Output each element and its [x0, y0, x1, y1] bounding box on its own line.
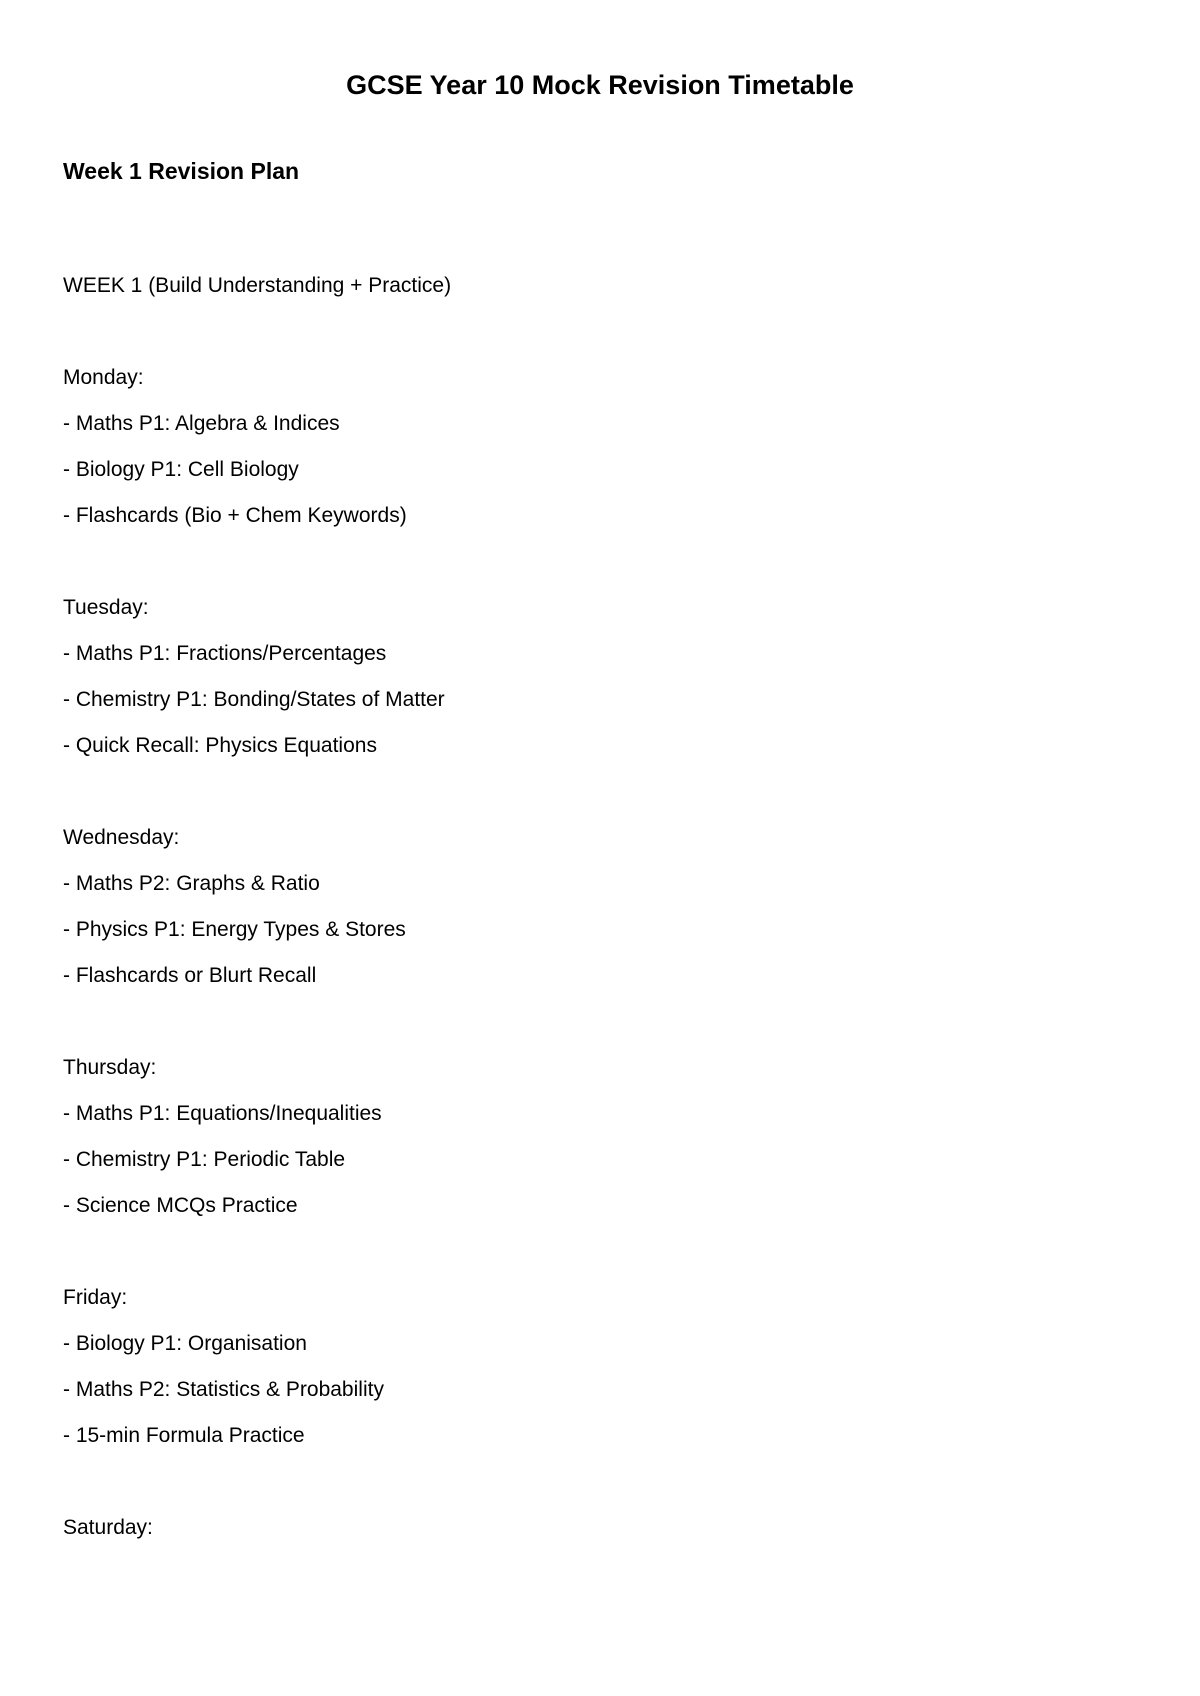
day-title: Saturday: [63, 1516, 153, 1539]
task-item: - Flashcards (Bio + Chem Keywords) [63, 504, 407, 527]
day-title: Monday: [63, 366, 144, 389]
day-title: Thursday: [63, 1056, 157, 1079]
task-item: - Maths P1: Equations/Inequalities [63, 1102, 382, 1125]
task-item: - Physics P1: Energy Types & Stores [63, 918, 406, 941]
task-item: - Maths P1: Fractions/Percentages [63, 642, 387, 665]
task-item: - Maths P2: Graphs & Ratio [63, 872, 320, 895]
task-item: - Science MCQs Practice [63, 1194, 298, 1217]
week-label: WEEK 1 (Build Understanding + Practice) [63, 274, 452, 297]
task-item: - Quick Recall: Physics Equations [63, 734, 377, 757]
day-block-tuesday [63, 594, 445, 778]
day-title: Wednesday: [63, 826, 180, 849]
task-item: - Chemistry P1: Bonding/States of Matter [63, 688, 445, 711]
section-heading: Week 1 Revision Plan [63, 158, 300, 184]
day-block-friday [63, 1284, 384, 1468]
task-item: - Chemistry P1: Periodic Table [63, 1148, 346, 1171]
day-block-monday [63, 364, 407, 548]
day-block-saturday [63, 1514, 153, 1560]
day-task-list [63, 870, 406, 1008]
day-task-list [63, 640, 445, 778]
page-title: GCSE Year 10 Mock Revision Timetable [346, 70, 854, 100]
task-item: - Biology P1: Organisation [63, 1332, 307, 1355]
task-item: - Biology P1: Cell Biology [63, 458, 299, 481]
day-task-list [63, 410, 407, 548]
task-item: - Flashcards or Blurt Recall [63, 964, 317, 987]
day-task-list [63, 1330, 384, 1468]
task-item: - Maths P2: Statistics & Probability [63, 1378, 384, 1401]
day-title: Friday: [63, 1286, 128, 1309]
task-item: - 15-min Formula Practice [63, 1424, 305, 1447]
day-block-thursday [63, 1054, 382, 1238]
task-item: - Maths P1: Algebra & Indices [63, 412, 340, 435]
day-title: Tuesday: [63, 596, 149, 619]
day-block-wednesday [63, 824, 406, 1008]
day-task-list [63, 1100, 382, 1238]
